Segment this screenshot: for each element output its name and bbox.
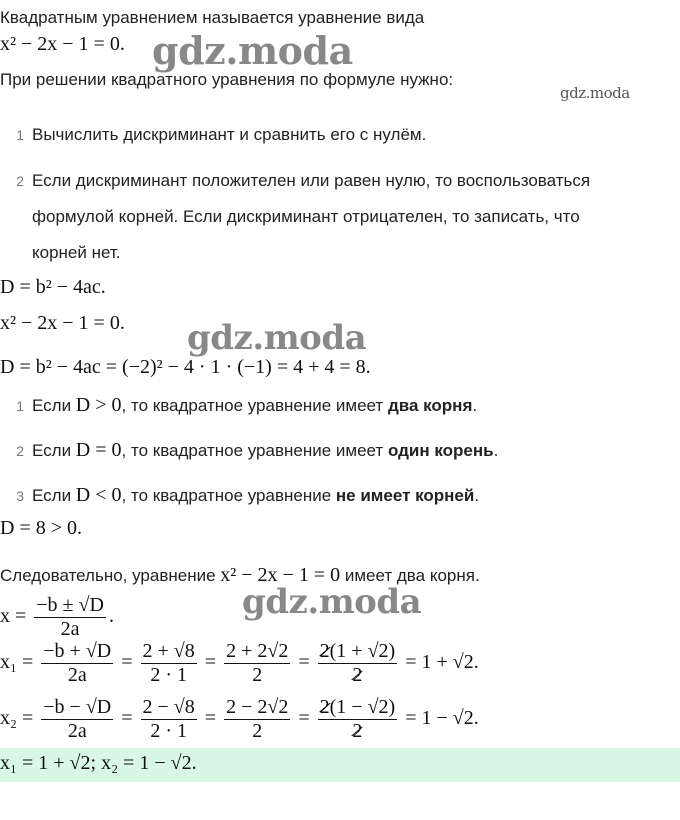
case-prefix: Если [32, 396, 76, 415]
fraction-numerator [318, 696, 398, 720]
fraction-numerator: 2 + √8 [142, 640, 195, 662]
case-2 [10, 439, 498, 462]
method-text: При решении квадратного уравнения по формуле нужно: [0, 70, 454, 89]
disc-general: D = b² − 4ac. [0, 276, 106, 298]
case-1 [10, 394, 477, 417]
fraction-numerator: −b ± √D [36, 594, 104, 616]
fraction-numerator: −b − √D [43, 696, 112, 718]
fraction-denominator: 2a [67, 664, 87, 686]
fraction-denominator: 2a [67, 720, 87, 742]
x2-fraction-3 [224, 696, 290, 743]
x1-fraction-3 [224, 640, 290, 687]
x2-fraction-1 [41, 696, 113, 743]
fraction-numerator: 2 + 2√2 [226, 640, 289, 662]
conclusion-suffix: имеет два корня. [340, 566, 480, 585]
fraction-denominator: 2a [60, 618, 80, 640]
case-result: два корня [387, 396, 473, 415]
case-middle: , то квадратное уравнение имеет [121, 396, 388, 415]
numerator-tail: (1 − √2) [329, 696, 396, 718]
cancelled-factor: 2 [319, 696, 330, 718]
equation-again: x² − 2x − 1 = 0. [0, 312, 125, 334]
case-result: не имеет корней [335, 486, 475, 505]
step-number: 1 [16, 127, 24, 143]
watermark: gdz.moda [152, 28, 353, 73]
watermark-small: gdz.moda [560, 84, 630, 102]
root-formula-left: x = [0, 605, 27, 628]
x2-fraction-2 [141, 696, 197, 743]
x1-fraction-2 [141, 640, 197, 687]
root-formula: x = $\frac{-b \pm √D}{2a}$ . [0, 594, 114, 640]
root-formula-fraction [34, 594, 106, 641]
watermark: gdz.moda [187, 318, 367, 358]
disc-calc: D = b² − 4ac = (−2)² − 4 · 1 · (−1) = 4 + 4 = 8. [0, 356, 371, 378]
watermark: gdz.moda [242, 582, 422, 622]
case-condition: D = 0 [75, 439, 122, 461]
x2-fraction-4 [318, 696, 398, 743]
fraction-denominator: 2 [252, 720, 263, 742]
case-end: . [474, 486, 480, 505]
cancelled-factor: 2 [319, 640, 330, 662]
x1-fraction-1 [41, 640, 113, 687]
case-condition: D > 0 [75, 394, 122, 416]
case-number: 1 [16, 398, 24, 414]
case-result: один корень [387, 441, 494, 460]
fraction-denominator [318, 664, 398, 687]
x1-fraction-4 [318, 640, 398, 687]
case-3 [10, 484, 479, 507]
disc-value: D = 8 > 0. [0, 517, 83, 539]
conclusion-equation: x² − 2x − 1 = 0 [220, 564, 341, 586]
case-prefix: Если [32, 486, 76, 505]
cancelled-factor: 2 [352, 720, 363, 742]
x1-derivation: x₁ = $\frac{-b + √D}{2a}$ = $\frac{2 + √8}{2 \cdot 1}$ = $\frac{2 + 2√2}{2}$ = $\frac{2(1 + √2)}{2}$ = 1 + √2. [0, 640, 479, 686]
case-end: . [472, 396, 478, 415]
case-end: . [493, 441, 499, 460]
answer: x₁ = 1 + √2; x₂ = 1 − √2. [0, 752, 197, 774]
fraction-numerator: 2 − √8 [142, 696, 195, 718]
step-2-line-3: корней нет. [32, 243, 121, 262]
step-2 [10, 171, 590, 191]
case-number: 2 [16, 443, 24, 459]
conclusion-prefix: Следовательно, уравнение [0, 566, 221, 585]
fraction-numerator: −b + √D [43, 640, 112, 662]
x1-result: = 1 + √2. [405, 651, 479, 674]
step-text: Вычислить дискриминант и сравнить его с нулём. [32, 125, 427, 144]
definition-text: Квадратным уравнением называется уравнение вида [0, 8, 425, 27]
x2-result: = 1 − √2. [405, 707, 479, 730]
intro-equation: x² − 2x − 1 = 0. [0, 33, 125, 55]
case-middle: , то квадратное уравнение [121, 486, 336, 505]
case-number: 3 [16, 488, 24, 504]
case-prefix: Если [32, 441, 76, 460]
step-number: 2 [16, 173, 24, 189]
step-1 [10, 125, 426, 145]
x1-left: x₁ = [0, 651, 34, 674]
case-condition: D < 0 [75, 484, 122, 506]
step-text: Если дискриминант положителен или равен нулю, то воспользоваться [32, 171, 591, 190]
fraction-numerator: 2 − 2√2 [226, 696, 289, 718]
fraction-numerator [318, 640, 398, 664]
fraction-denominator: 2 [252, 664, 263, 686]
x2-left: x₂ = [0, 707, 34, 730]
numerator-tail: (1 + √2) [329, 640, 396, 662]
fraction-denominator: 2 · 1 [150, 664, 187, 686]
fraction-denominator: 2 · 1 [150, 720, 187, 742]
x2-derivation: x₂ = $\frac{-b - √D}{2a}$ = $\frac{2 - √8}{2 \cdot 1}$ = $\frac{2 - 2√2}{2}$ = $\frac{2(1 - √2)}{2}$ = 1 − √2. [0, 696, 479, 742]
fraction-denominator [318, 720, 398, 743]
step-2-line-2: формулой корней. Если дискриминант отрицателен, то записать, что [32, 207, 580, 226]
case-middle: , то квадратное уравнение имеет [121, 441, 388, 460]
cancelled-factor: 2 [352, 664, 363, 686]
